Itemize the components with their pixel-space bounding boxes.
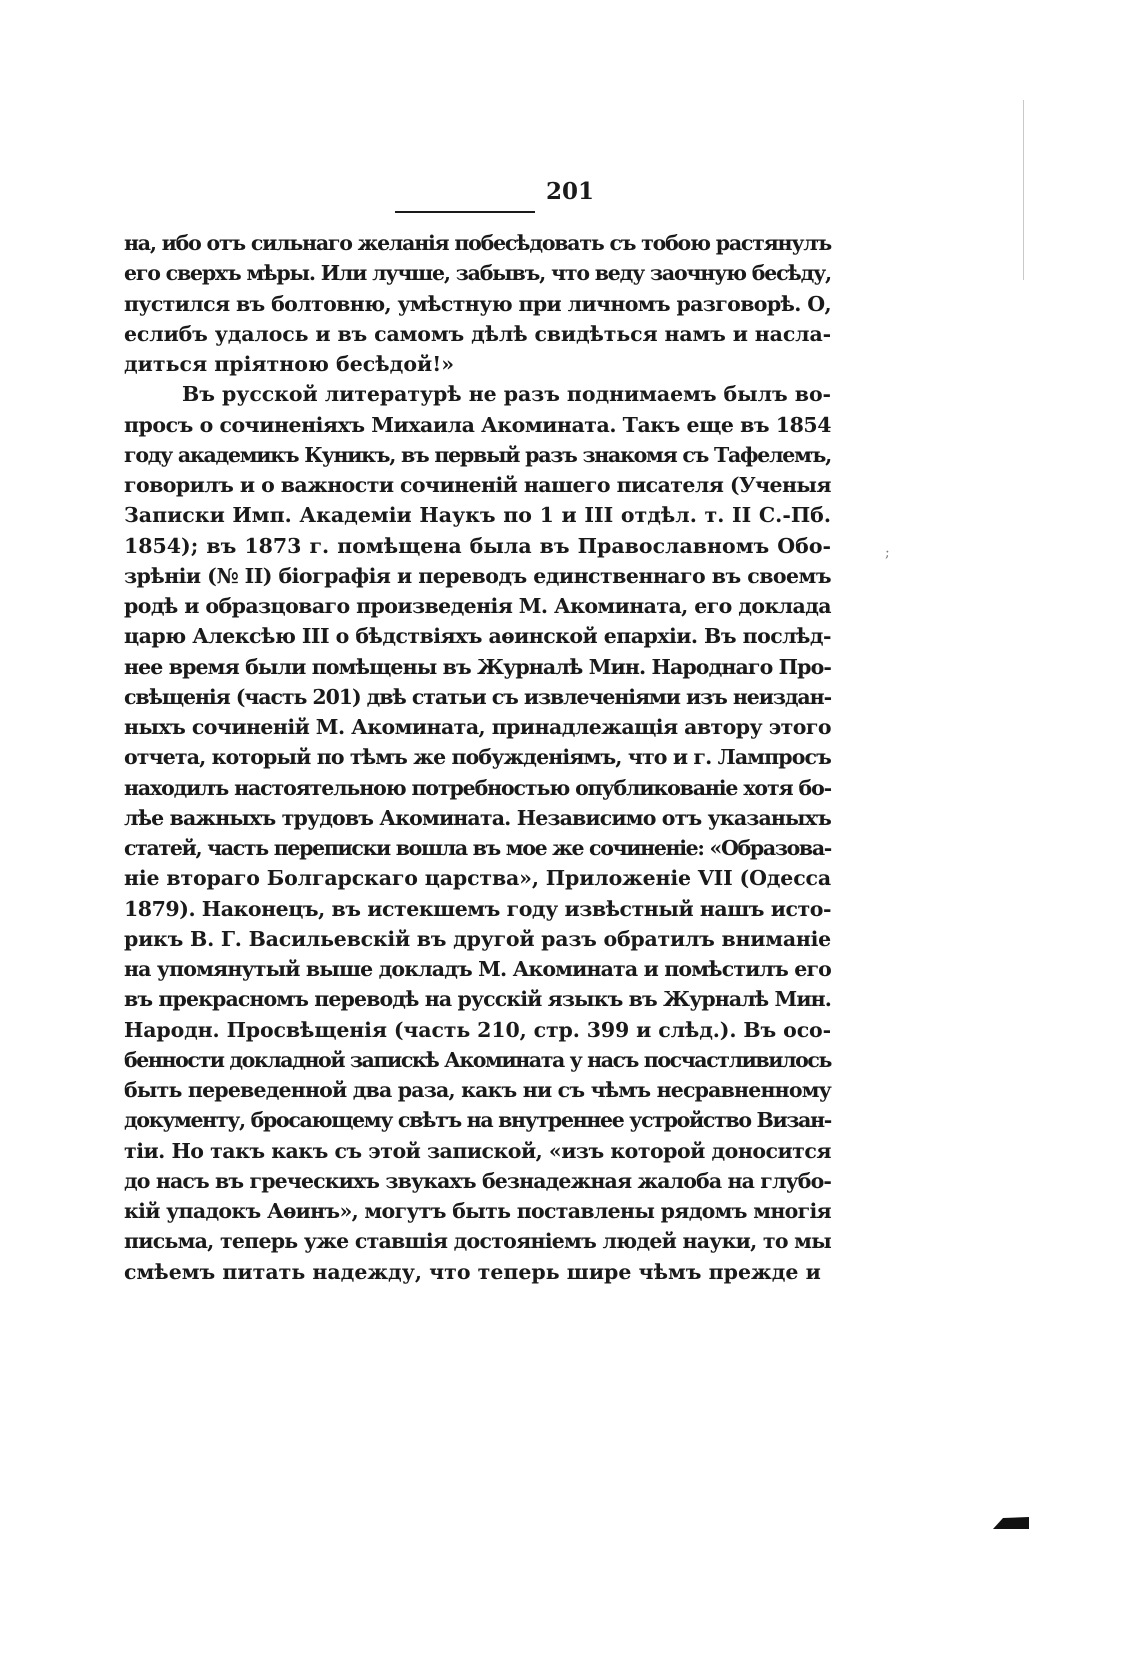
- text-line: нее время были помѣщены въ Журналѣ Мин. Народнаго Про-: [124, 654, 831, 679]
- text-line: кій упадокъ Аѳинъ», могутъ быть поставлены рядомъ многія: [124, 1199, 831, 1223]
- text-line: царю Алексѣю III о бѣдствіяхъ аѳинской епархіи. Въ послѣд-: [124, 624, 831, 649]
- text-line: быть переведенной два раза, какъ ни съ чѣмъ несравненному: [124, 1078, 831, 1102]
- text-line: тіи. Но такъ какъ съ этой запиской, «изъ которой доносится: [124, 1138, 831, 1163]
- text-line: родѣ и образцоваго произведенія М. Акомината, его доклада: [124, 594, 831, 618]
- text-line: еслибъ удалось и въ самомъ дѣлѣ свидѣться намъ и насла-: [124, 321, 831, 346]
- paragraph: [124, 379, 831, 1287]
- text-line: статей, часть переписки вошла въ мое же сочиненіе: «Образова-: [124, 836, 831, 860]
- text-line: его сверхъ мѣры. Или лучше, забывъ, что веду заочную бесѣду,: [124, 261, 831, 286]
- text-line: диться пріятною бесѣдой!»: [124, 352, 455, 376]
- paragraph: [124, 228, 831, 379]
- text-line: ніе втораго Болгарскаго царства», Приложеніе VII (Одесса: [124, 866, 831, 891]
- text-line: отчета, который по тѣмъ же побужденіямъ, что и г. Лампросъ: [124, 745, 831, 770]
- text-line: письма, теперь уже ставшія достояніемъ людей науки, то мы: [124, 1229, 831, 1254]
- text-line: ныхъ сочиненій М. Акомината, принадлежащія автору этого: [124, 715, 831, 739]
- text-line: просъ о сочиненіяхъ Михаила Акомината. Такъ еще въ 1854: [124, 412, 831, 437]
- text-line: 1854); въ 1873 г. помѣщена была въ Православномъ Обо-: [124, 533, 831, 558]
- text-line: Въ русской литературѣ не разъ поднимаемъ былъ во-: [182, 382, 831, 407]
- text-line: пустился въ болтовню, умѣстную при личномъ разговорѣ. О,: [124, 291, 831, 316]
- text-line: году академикъ Куникъ, въ первый разъ знакомя съ Тафелемъ,: [124, 442, 831, 467]
- text-line: на, ибо отъ сильнаго желанія побесѣдовать съ тобою растянулъ: [124, 231, 831, 255]
- text-line: рикъ В. Г. Васильевскій въ другой разъ обратилъ вниманіе: [124, 926, 831, 951]
- text-line: зрѣніи (№ II) біографія и переводъ единственнаго въ своемъ: [124, 563, 831, 588]
- body-text: [124, 228, 831, 1287]
- text-line: на упомянутый выше докладъ М. Акомината и помѣстилъ его: [124, 957, 831, 981]
- text-line: до насъ въ греческихъ звукахъ безнадежная жалоба на глубо-: [124, 1168, 831, 1193]
- text-line: 1879). Наконецъ, въ истекшемъ году извѣстный нашъ исто-: [124, 896, 832, 921]
- text-line: въ прекрасномъ переводѣ на русскій языкъ въ Журналѣ Мин.: [124, 987, 831, 1012]
- page-number: 201: [545, 178, 594, 205]
- text-line: находилъ настоятельною потребностью опубликованіе хотя бо-: [124, 775, 831, 800]
- text-line: Записки Имп. Академіи Наукъ по 1 и III отдѣл. т. II С.-Пб.: [124, 503, 831, 528]
- text-line: документу, бросающему свѣтъ на внутреннее устройство Визан-: [124, 1108, 831, 1133]
- margin-mark: ;: [885, 545, 890, 561]
- text-line: лѣе важныхъ трудовъ Акомината. Независимо отъ указаныхъ: [124, 805, 831, 830]
- page-corner-mark: [993, 1516, 1029, 1530]
- text-line: свѣщенія (часть 201) двѣ статьи съ извлеченіями изъ неиздан-: [124, 684, 831, 709]
- text-line: смѣемъ питать надежду, что теперь шире чѣмъ прежде и: [124, 1259, 821, 1284]
- text-line: Народн. Просвѣщенія (часть 210, стр. 399 и слѣд.). Въ осо-: [124, 1017, 831, 1042]
- text-line: бенности докладной запискѣ Акомината у насъ посчастливилось: [124, 1047, 831, 1072]
- page-number-rule: [395, 211, 535, 213]
- text-line: говорилъ и о важности сочиненій нашего писателя (Ученыя: [124, 473, 831, 497]
